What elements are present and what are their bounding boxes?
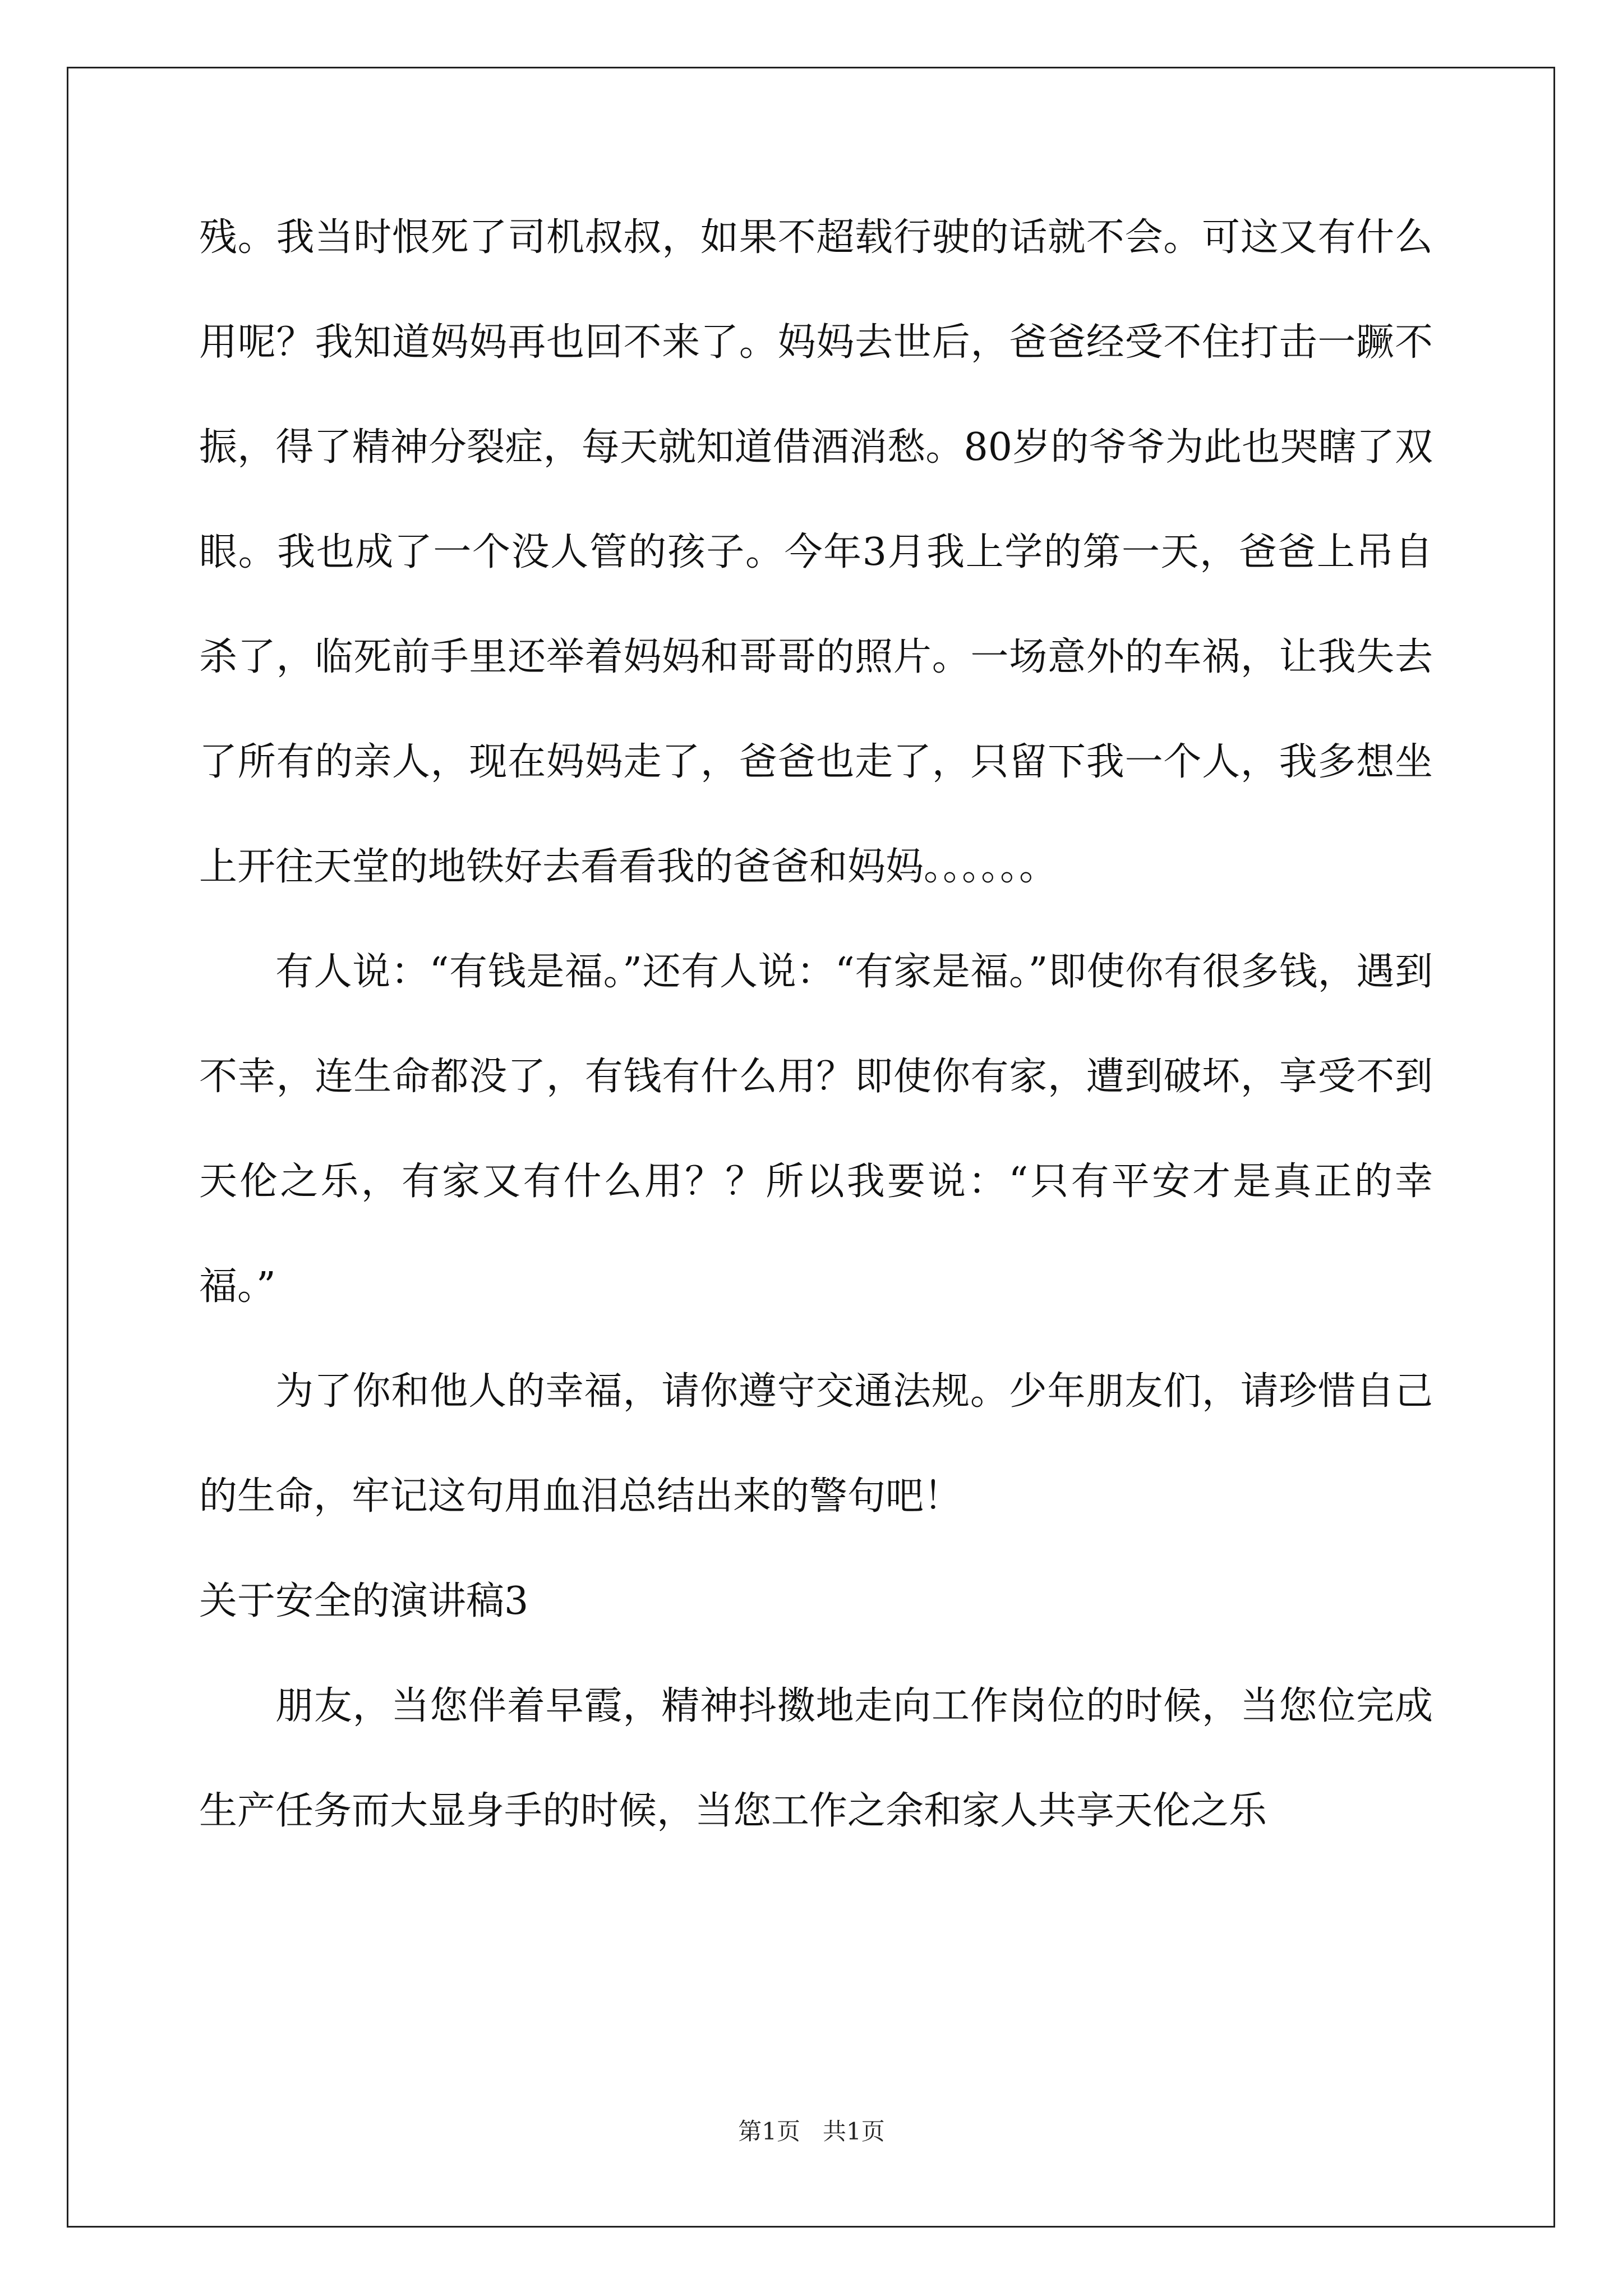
page-footer — [0, 2115, 1623, 2148]
section-title: 关于安全的演讲稿3 — [199, 1579, 529, 1623]
document-body — [199, 185, 1433, 1864]
paragraph-1: 残。我当时恨死了司机叔叔，如果不超载行驶的话就不会。可这又有什么用呢？我知道妈妈再也回不来了。妈妈去世后，爸爸经受不住打击一蹶不振，得了精神分裂症，每天就知道借酒消愁。80岁的爷爷为此也哭瞎了双眼。我也成了一个没人管的孩子。今年3月我上学的第一天，爸爸上吊自杀了，临死前手里还举着妈妈和哥哥的照片。一场意外的车祸，让我失去了所有的亲人，现在妈妈走了，爸爸也走了，只留下我一个人，我多想坐上开往天堂的地铁好去看看我的爸爸和妈妈。。。。。。 — [199, 215, 1433, 889]
section-paragraph: 朋友，当您伴着早霞，精神抖擞地走向工作岗位的时候，当您位完成生产任务而大显身手的时候，当您工作之余和家人共享天伦之乐 — [199, 1684, 1433, 1833]
paragraph-2: 有人说：“有钱是福。”还有人说：“有家是福。”即使你有很多钱，遇到不幸，连生命都没了，有钱有什么用？即使你有家，遭到破坏，享受不到天伦之乐，有家又有什么用？？所以我要说：“只有平安才是真正的幸福。” — [199, 950, 1433, 1309]
paragraph-3: 为了你和他人的幸福，请你遵守交通法规。少年朋友们，请珍惜自己的生命，牢记这句用血泪总结出来的警句吧！ — [199, 1369, 1433, 1519]
page-number: 第1页 — [738, 2118, 800, 2145]
page-total: 共1页 — [823, 2118, 885, 2145]
